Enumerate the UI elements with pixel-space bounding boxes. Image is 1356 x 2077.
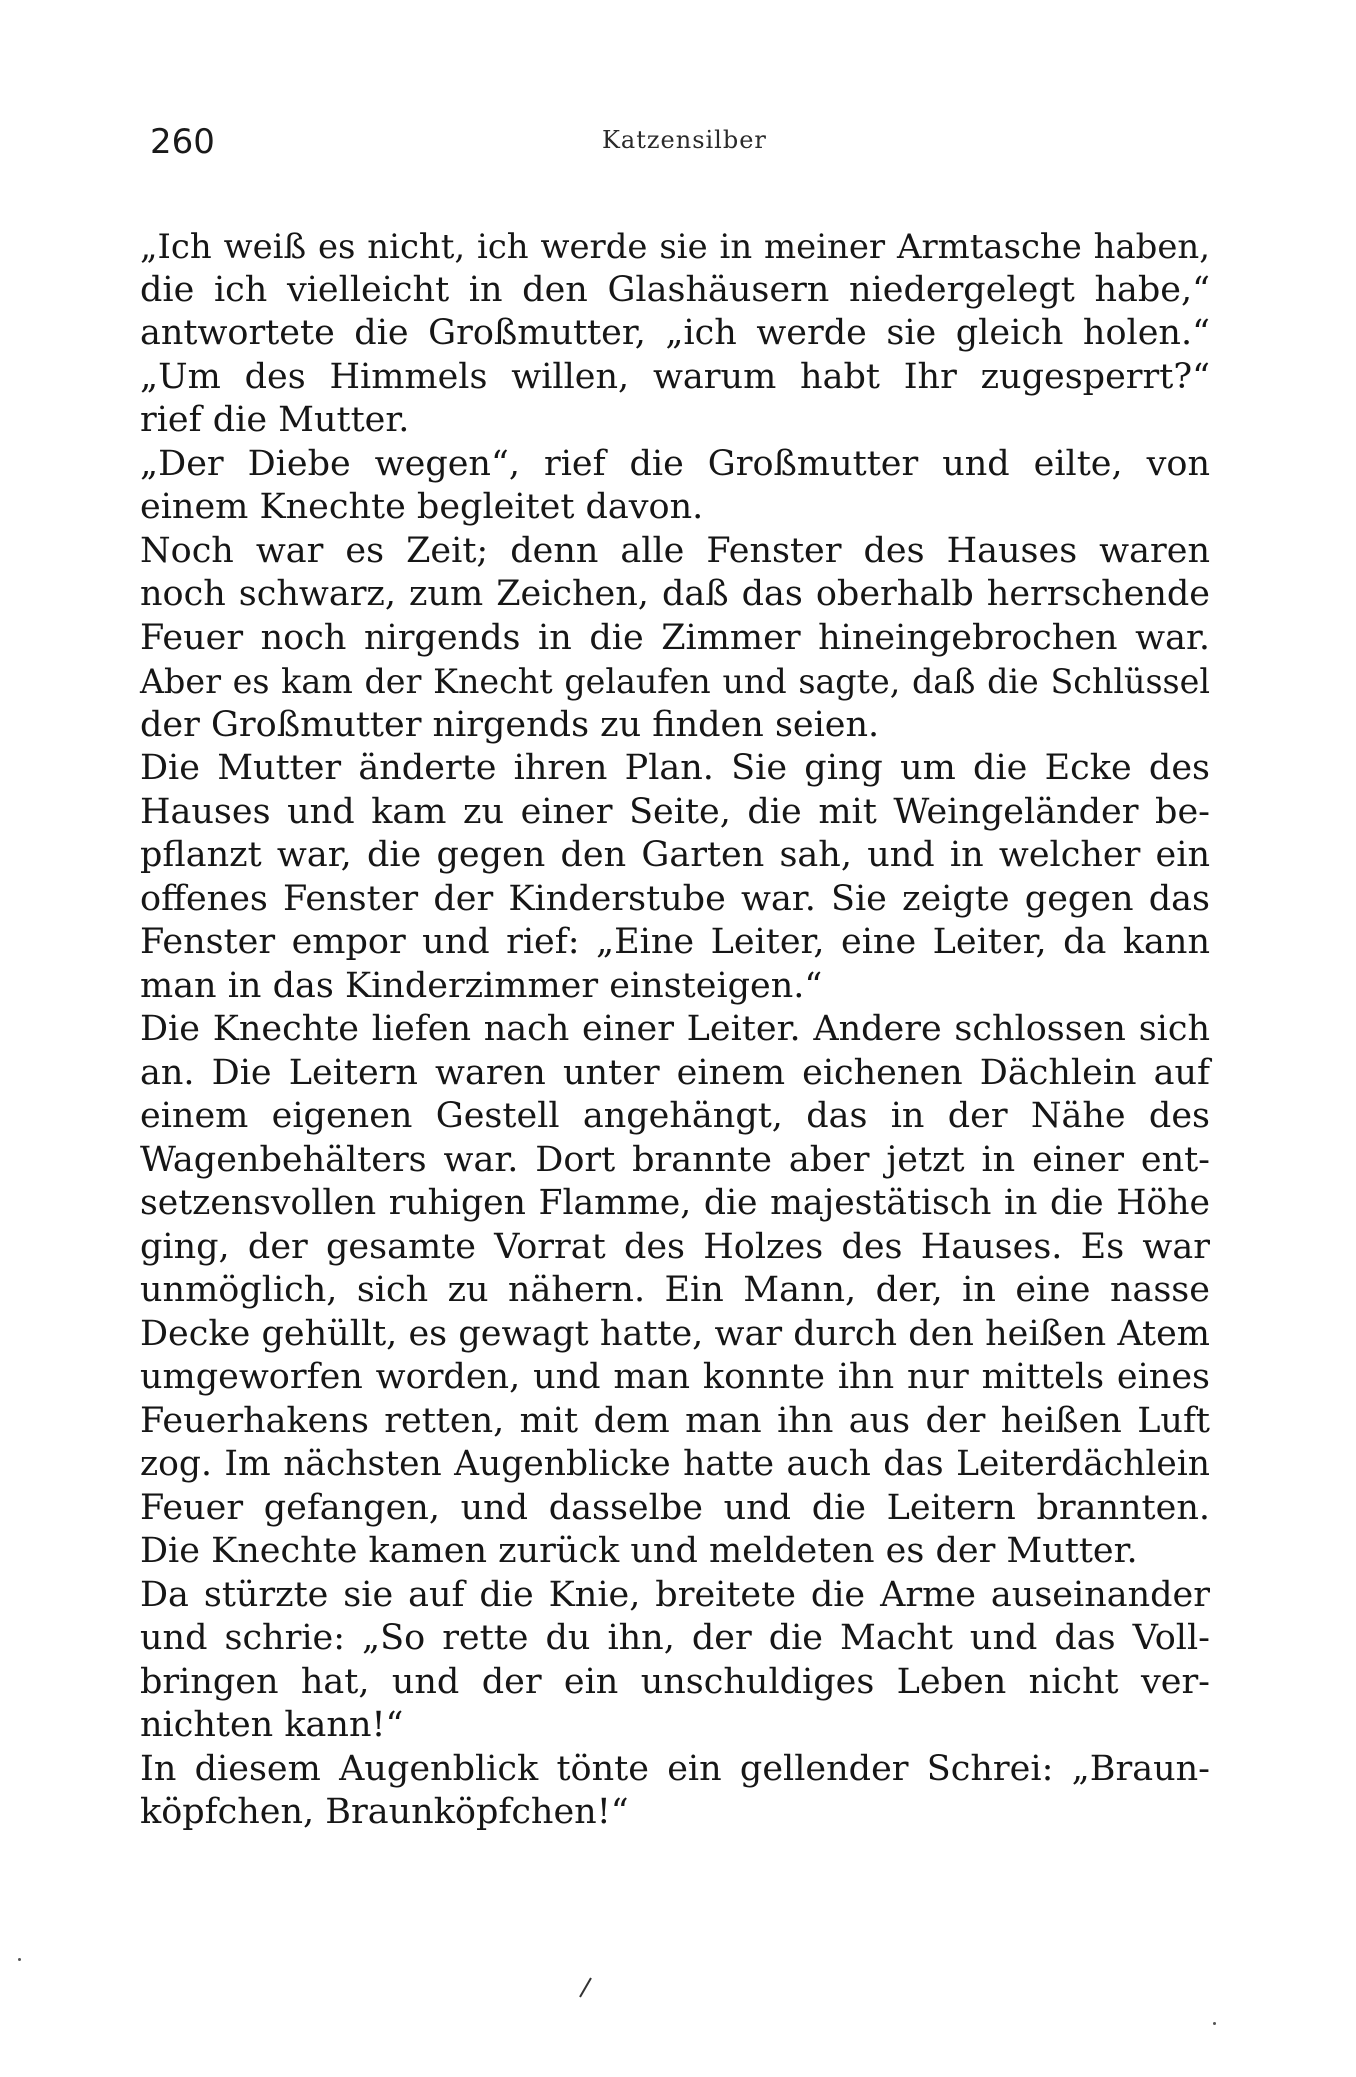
text-line: Feuerhakens retten, mit dem man ihn aus der heißen Luft: [140, 1400, 1210, 1441]
text-line: pflanzt war, die gegen den Garten sah, und in welcher ein: [140, 835, 1210, 875]
text-line: offenes Fenster der Kinderstube war. Sie zeigte gegen das: [140, 878, 1210, 919]
text-line: „Der Diebe wegen“, rief die Großmutter und eilte, von: [140, 443, 1210, 484]
text-line: zog. Im nächsten Augenblicke hatte auch das Leiterdächlein: [140, 1444, 1210, 1484]
text-line: „Ich weiß es nicht, ich werde sie in meiner Armtasche haben,: [140, 227, 1210, 266]
paper-speck: [18, 1958, 21, 1961]
text-line: setzensvollen ruhigen Flamme, die majestätisch in die Höhe: [140, 1183, 1210, 1223]
page-header: [150, 122, 1210, 172]
text-line: Wagenbehälters war. Dort brannte aber jetzt in einer ent-: [140, 1139, 1210, 1180]
text-line: Feuer gefangen, und dasselbe und die Leitern brannten.: [140, 1487, 1210, 1528]
text-line: einem Knechte begleitet davon.: [140, 487, 704, 527]
text-line: noch schwarz, zum Zeichen, daß das oberhalb herrschende: [140, 574, 1210, 614]
text-line: Decke gehüllt, es gewagt hatte, war durch den heißen Atem: [140, 1313, 1210, 1354]
text-line: Feuer noch nirgends in die Zimmer hineingebrochen war.: [140, 617, 1210, 658]
paper-speck: [1213, 2022, 1216, 2025]
text-line: „Um des Himmels willen, warum habt Ihr zugesperrt?“: [140, 356, 1210, 397]
text-line: ging, der gesamte Vorrat des Holzes des Hauses. Es war: [140, 1226, 1210, 1267]
text-line: Hauses und kam zu einer Seite, die mit Weingeländer be-: [140, 791, 1210, 832]
text-line: Die Mutter änderte ihren Plan. Sie ging um die Ecke des: [140, 748, 1210, 788]
running-head: Katzensilber: [602, 126, 767, 154]
text-line: Aber es kam der Knecht gelaufen und sagte, daß die Schlüssel: [140, 662, 1210, 701]
text-line: Da stürzte sie auf die Knie, breitete die Arme auseinander: [140, 1574, 1210, 1615]
text-line: antwortete die Großmutter, „ich werde sie gleich holen.“: [140, 313, 1210, 353]
text-line: die ich vielleicht in den Glashäusern niedergelegt habe,“: [140, 269, 1210, 310]
text-line: bringen hat, und der ein unschuldiges Leben nicht ver-: [140, 1661, 1210, 1702]
text-line: umgeworfen worden, und man konnte ihn nur mittels eines: [140, 1357, 1210, 1397]
text-line: und schrie: „So rette du ihn, der die Macht und das Voll-: [140, 1618, 1210, 1658]
body-text: [140, 225, 1210, 1835]
text-line: nichten kann!“: [140, 1705, 404, 1745]
text-line: Die Knechte kamen zurück und meldeten es der Mutter.: [140, 1531, 1138, 1571]
text-line: man in das Kinderzimmer einsteigen.“: [140, 965, 823, 1006]
text-line: der Großmutter nirgends zu finden seien.: [140, 704, 880, 745]
text-line: In diesem Augenblick tönte ein gellender Schrei: „Braun-: [140, 1748, 1210, 1789]
text-line: Noch war es Zeit; denn alle Fenster des Hauses waren: [140, 530, 1210, 571]
text-line: Die Knechte liefen nach einer Leiter. Andere schlossen sich: [140, 1009, 1210, 1049]
text-line: rief die Mutter.: [140, 400, 410, 440]
pencil-mark: [579, 1977, 592, 1997]
text-line: unmöglich, sich zu nähern. Ein Mann, der, in eine nasse: [140, 1270, 1210, 1310]
text-line: Fenster empor und rief: „Eine Leiter, eine Leiter, da kann: [140, 922, 1210, 962]
text-line: an. Die Leitern waren unter einem eichenen Dächlein auf: [140, 1052, 1210, 1093]
page-number: 260: [150, 122, 215, 162]
text-line: köpfchen, Braunköpfchen!“: [140, 1792, 629, 1832]
text-line: einem eigenen Gestell angehängt, das in der Nähe des: [140, 1096, 1210, 1136]
